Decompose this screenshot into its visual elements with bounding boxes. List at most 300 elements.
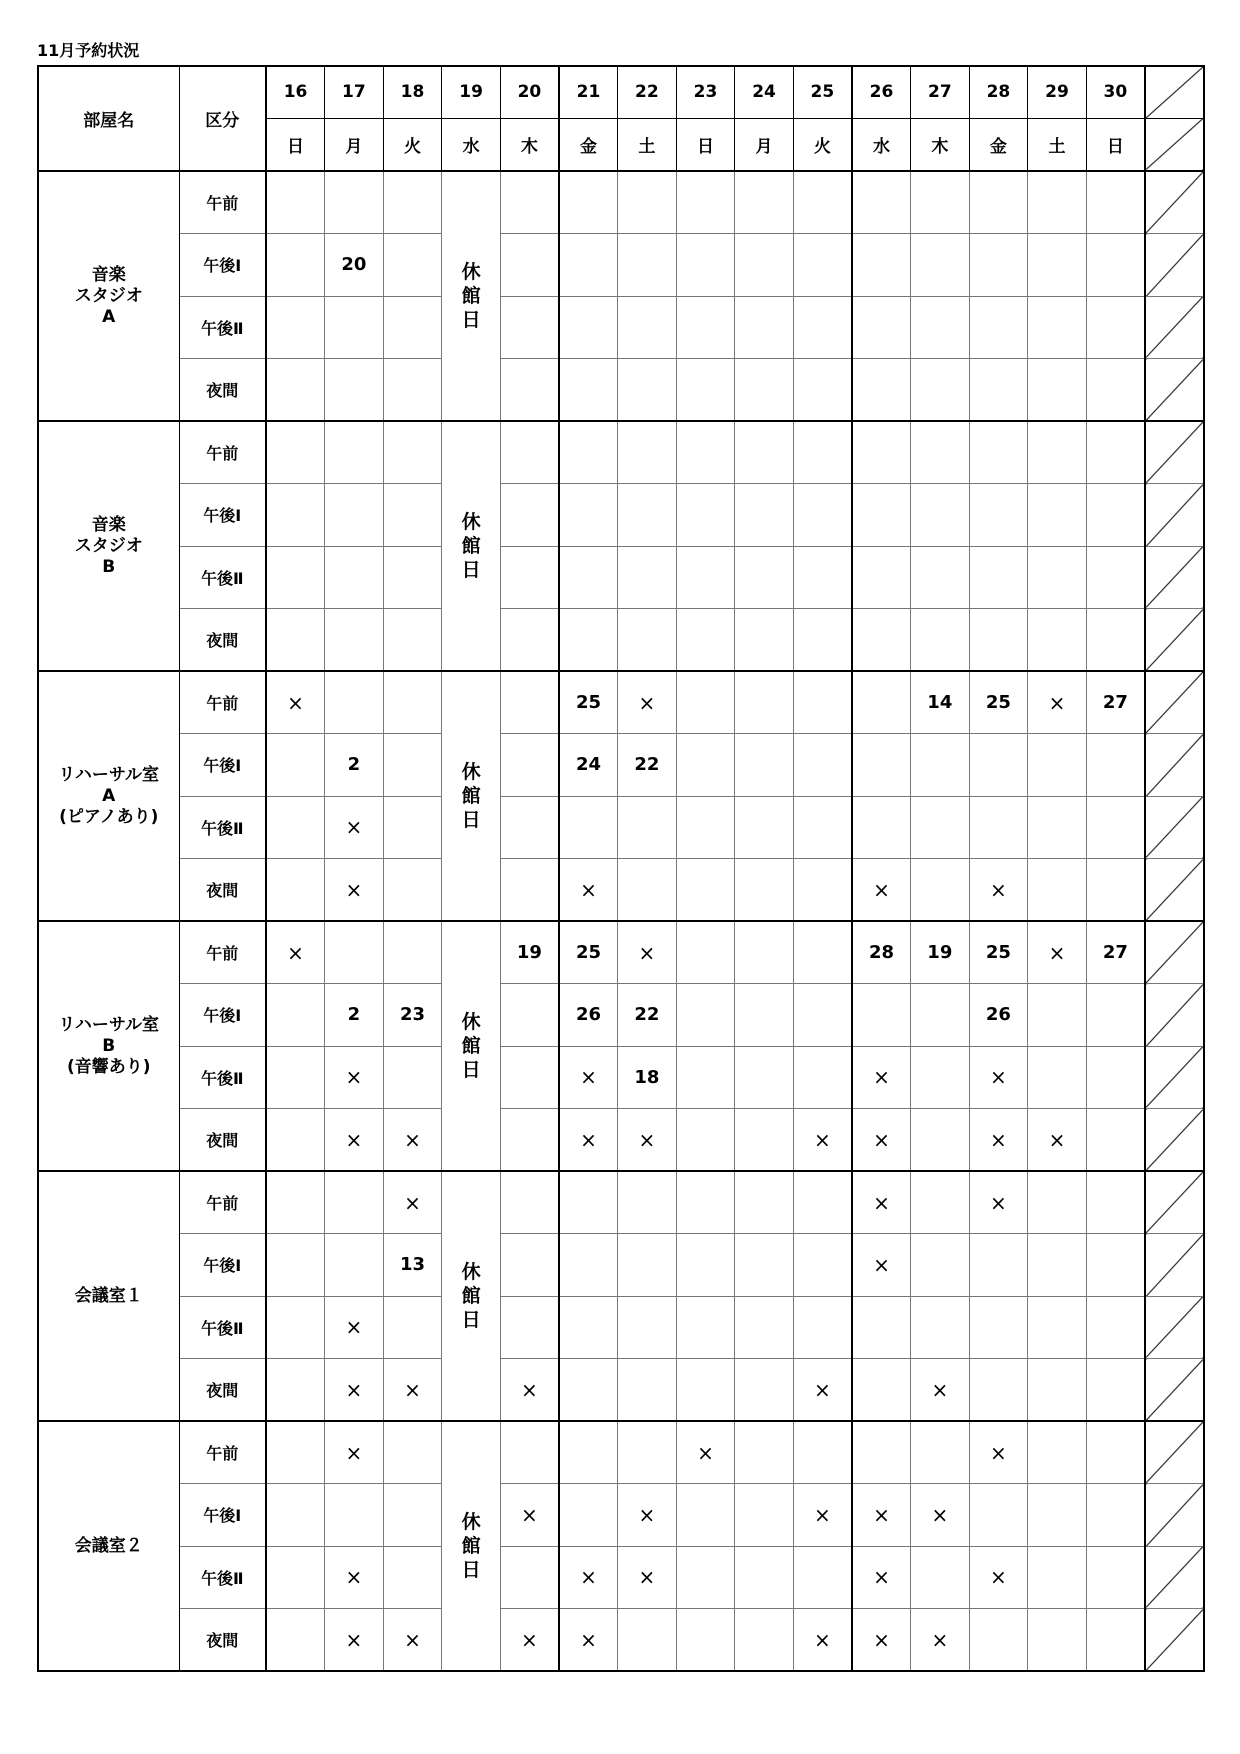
reservation-cell [500,734,559,797]
reservation-cell [735,796,794,859]
reservation-cell [735,859,794,922]
reservation-cell [618,1171,677,1234]
reservation-cell [1028,1609,1087,1672]
reservation-cell [735,234,794,297]
time-slot-label: 午前 [179,1171,266,1234]
room-name-line: A [102,306,116,327]
reservation-cell [618,1359,677,1422]
reservation-cell [266,859,325,922]
table-row [38,296,1204,359]
reservation-cell [676,1296,735,1359]
time-slot-label: 午前 [179,671,266,734]
time-slot-label: 午前 [179,1421,266,1484]
unavailable-mark: × [676,1421,735,1484]
weekday-header: 水 [442,118,501,171]
date-header: 21 [559,66,618,118]
reservation-cell [1028,234,1087,297]
table-row [38,1296,1204,1359]
unavailable-mark: × [559,1546,618,1609]
reservation-cell [911,1546,970,1609]
reservation-cell [1086,1421,1145,1484]
reservation-cell [383,1546,442,1609]
reservation-cell: 2 [325,734,384,797]
reservation-cell [500,1046,559,1109]
closed-day-char: 日 [461,1559,481,1581]
reservation-cell [266,984,325,1047]
table-row [38,921,1204,984]
reservation-cell [1028,984,1087,1047]
weekday-header: 水 [852,118,911,171]
reservation-cell [676,171,735,234]
reservation-cell [618,421,677,484]
blank-diagonal-cell [1145,609,1204,672]
blank-diagonal-cell [1145,1484,1204,1547]
reservation-cell [735,1109,794,1172]
blank-diagonal-cell [1145,171,1204,234]
reservation-cell [500,484,559,547]
table-row [38,609,1204,672]
time-slot-label: 夜間 [179,1109,266,1172]
blank-diagonal-cell [1145,296,1204,359]
reservation-cell [500,859,559,922]
time-slot-label: 午後Ⅱ [179,1296,266,1359]
reservation-cell [559,1296,618,1359]
reservation-cell [500,984,559,1047]
unavailable-mark: × [325,1546,384,1609]
reservation-cell [500,1421,559,1484]
reservation-cell [1086,171,1145,234]
unavailable-mark: × [325,796,384,859]
table-row [38,1421,1204,1484]
unavailable-mark: × [500,1359,559,1422]
reservation-cell: 20 [325,234,384,297]
unavailable-mark: × [1028,921,1087,984]
reservation-cell: 27 [1086,671,1145,734]
reservation-cell [266,1296,325,1359]
reservation-cell [852,234,911,297]
reservation-cell: 19 [911,921,970,984]
table-row [38,1234,1204,1297]
reservation-cell [735,1296,794,1359]
reservation-cell [325,171,384,234]
weekday-header: 土 [1028,118,1087,171]
blank-diagonal-cell [1145,359,1204,422]
date-header: 22 [618,66,677,118]
reservation-cell [911,1234,970,1297]
reservation-cell [266,234,325,297]
unavailable-mark: × [500,1484,559,1547]
reservation-cell: 18 [618,1046,677,1109]
reservation-cell [1086,1234,1145,1297]
closed-day-char: 休 [461,261,481,283]
reservation-cell [266,171,325,234]
reservation-cell [852,796,911,859]
reservation-cell [500,359,559,422]
reservation-cell [559,796,618,859]
reservation-cell: 23 [383,984,442,1047]
time-slot-label: 午後Ⅰ [179,234,266,297]
reservation-cell [852,734,911,797]
reservation-cell [969,359,1028,422]
reservation-cell [676,984,735,1047]
reservation-cell [266,421,325,484]
blank-diagonal-cell [1145,421,1204,484]
reservation-cell [911,1171,970,1234]
unavailable-mark: × [793,1609,852,1672]
reservation-cell [1028,1421,1087,1484]
time-slot-label: 午後Ⅱ [179,546,266,609]
reservation-cell [969,1484,1028,1547]
unavailable-mark: × [500,1609,559,1672]
reservation-cell [676,796,735,859]
reservation-cell [969,484,1028,547]
reservation-cell [1028,296,1087,359]
reservation-cell [500,171,559,234]
reservation-cell [911,296,970,359]
closed-day-char: 館 [461,1035,481,1057]
reservation-cell [735,1234,794,1297]
unavailable-mark: × [325,1421,384,1484]
unavailable-mark: × [325,1046,384,1109]
unavailable-mark: × [618,921,677,984]
weekday-header: 日 [266,118,325,171]
unavailable-mark: × [325,859,384,922]
reservation-cell [735,984,794,1047]
unavailable-mark: × [852,1109,911,1172]
room-name-line: 音楽 [91,264,126,285]
reservation-cell [676,1359,735,1422]
room-name [38,671,179,921]
reservation-cell [911,796,970,859]
reservation-cell [266,1109,325,1172]
kubun-header: 区分 [179,66,266,171]
reservation-cell [735,484,794,547]
date-header: 23 [676,66,735,118]
reservation-cell [618,609,677,672]
reservation-cell [1086,859,1145,922]
closed-day-char: 休 [461,1261,481,1283]
reservation-cell [911,359,970,422]
closed-day-char: 休 [461,761,481,783]
reservation-cell [266,484,325,547]
reservation-cell [325,609,384,672]
reservation-cell [1086,1046,1145,1109]
unavailable-mark: × [383,1609,442,1672]
reservation-cell [969,1234,1028,1297]
reservation-cell [676,1546,735,1609]
reservation-cell [559,171,618,234]
date-header: 17 [325,66,384,118]
blank-diagonal-cell [1145,1171,1204,1234]
table-row [38,796,1204,859]
reservation-cell [266,296,325,359]
reservation-cell [1086,984,1145,1047]
reservation-cell [969,234,1028,297]
reservation-cell [1028,1234,1087,1297]
unavailable-mark: × [325,1359,384,1422]
reservation-cell [735,421,794,484]
reservation-cell [735,671,794,734]
reservation-cell [676,546,735,609]
time-slot-label: 午前 [179,921,266,984]
reservation-cell [852,1296,911,1359]
reservation-cell [559,484,618,547]
reservation-cell [618,1234,677,1297]
unavailable-mark: × [969,1171,1028,1234]
reservation-cell [1086,1609,1145,1672]
unavailable-mark: × [911,1609,970,1672]
reservation-cell [676,1609,735,1672]
reservation-cell [793,1546,852,1609]
weekday-header: 日 [676,118,735,171]
unavailable-mark: × [383,1171,442,1234]
closed-day-char: 館 [461,785,481,807]
table-row [38,984,1204,1047]
table-row [38,359,1204,422]
time-slot-label: 夜間 [179,609,266,672]
table-row [38,1484,1204,1547]
reservation-cell [735,171,794,234]
closed-day-char: 日 [461,1059,481,1081]
reservation-cell [1028,1171,1087,1234]
reservation-cell [793,1234,852,1297]
time-slot-label: 夜間 [179,359,266,422]
reservation-cell [1086,296,1145,359]
reservation-cell [911,484,970,547]
reservation-cell [1028,484,1087,547]
blank-diagonal-cell [1145,234,1204,297]
reservation-cell [500,421,559,484]
reservation-cell [1028,1359,1087,1422]
reservation-cell [383,546,442,609]
reservation-cell [325,1234,384,1297]
reservation-cell [383,421,442,484]
reservation-cell: 22 [618,734,677,797]
reservation-cell [1086,1546,1145,1609]
reservation-cell [325,671,384,734]
unavailable-mark: × [559,1609,618,1672]
reservation-cell [969,546,1028,609]
reservation-cell [676,421,735,484]
time-slot-label: 午後Ⅰ [179,484,266,547]
reservation-cell [911,1109,970,1172]
reservation-cell [559,1421,618,1484]
reservation-cell [911,1046,970,1109]
reservation-cell [500,1171,559,1234]
reservation-cell [793,609,852,672]
closed-day-char: 館 [461,1285,481,1307]
reservation-cell [793,984,852,1047]
time-slot-label: 午前 [179,171,266,234]
reservation-cell [793,296,852,359]
page-title: 11月予約状況 [37,41,140,60]
closed-day-cell [442,171,501,421]
closed-day-char: 休 [461,1011,481,1033]
time-slot-label: 午後Ⅱ [179,1046,266,1109]
reservation-cell [266,1046,325,1109]
room-name-line: (音響あり) [66,1056,151,1077]
reservation-cell: 25 [969,671,1028,734]
unavailable-mark: × [559,859,618,922]
reservation-cell [325,359,384,422]
time-slot-label: 午後Ⅰ [179,1234,266,1297]
reservation-cell [266,359,325,422]
reservation-cell [383,671,442,734]
reservation-cell [735,1484,794,1547]
closed-day-cell [442,421,501,671]
reservation-cell [793,796,852,859]
reservation-cell [383,359,442,422]
reservation-cell [618,796,677,859]
reservation-cell [618,296,677,359]
date-header: 26 [852,66,911,118]
reservation-cell [793,546,852,609]
table-row [38,1359,1204,1422]
unavailable-mark: × [852,1484,911,1547]
room-name-line: スタジオ [74,535,143,556]
closed-day-char: 館 [461,1535,481,1557]
reservation-cell [676,734,735,797]
room-name [38,1421,179,1671]
reservation-cell [266,1359,325,1422]
reservation-cell [852,421,911,484]
reservation-cell [911,1296,970,1359]
reservation-cell [1086,1359,1145,1422]
closed-day-cell [442,1421,501,1671]
room-name [38,171,179,421]
time-slot-label: 午後Ⅰ [179,1484,266,1547]
weekday-header: 火 [793,118,852,171]
reservation-cell [559,1234,618,1297]
closed-day-char: 日 [461,559,481,581]
reservation-cell [1086,734,1145,797]
reservation-cell [559,546,618,609]
unavailable-mark: × [618,1109,677,1172]
blank-diagonal-cell [1145,984,1204,1047]
reservation-cell [266,796,325,859]
closed-day-char: 館 [461,285,481,307]
table-row [38,1546,1204,1609]
reservation-cell [676,484,735,547]
room-name-line: B [102,1035,116,1056]
reservation-cell [1086,1484,1145,1547]
reservation-cell [911,859,970,922]
table-row [38,671,1204,734]
reservation-cell [618,859,677,922]
reservation-cell [676,1234,735,1297]
reservation-cell [969,609,1028,672]
unavailable-mark: × [969,1109,1028,1172]
reservation-cell [559,296,618,359]
reservation-cell [1086,1171,1145,1234]
reservation-cell [735,1171,794,1234]
reservation-cell [969,1359,1028,1422]
unavailable-mark: × [383,1359,442,1422]
reservation-cell [969,734,1028,797]
reservation-cell [911,609,970,672]
reservation-cell [1028,1546,1087,1609]
reservation-cell [852,984,911,1047]
reservation-cell [852,171,911,234]
reservation-cell [1028,609,1087,672]
unavailable-mark: × [266,921,325,984]
reservation-cell [793,921,852,984]
reservation-cell [500,1234,559,1297]
closed-day-char: 休 [461,511,481,533]
closed-day-cell [442,1171,501,1421]
unavailable-mark: × [618,1484,677,1547]
closed-day-char: 日 [461,809,481,831]
unavailable-mark: × [1028,1109,1087,1172]
unavailable-mark: × [852,859,911,922]
reservation-cell [500,296,559,359]
date-header: 24 [735,66,794,118]
unavailable-mark: × [325,1609,384,1672]
unavailable-mark: × [618,1546,677,1609]
reservation-cell [735,1046,794,1109]
reservation-cell [500,609,559,672]
weekday-header: 木 [500,118,559,171]
unavailable-mark: × [969,1421,1028,1484]
reservation-cell [911,421,970,484]
reservation-cell [383,609,442,672]
reservation-cell [1086,796,1145,859]
unavailable-mark: × [852,1234,911,1297]
reservation-cell [559,609,618,672]
time-slot-label: 午後Ⅱ [179,1546,266,1609]
reservation-cell [559,1359,618,1422]
reservation-cell [735,1421,794,1484]
reservation-table [37,65,1205,1672]
time-slot-label: 夜間 [179,1609,266,1672]
room-name-line: B [102,556,116,577]
unavailable-mark: × [383,1109,442,1172]
table-row [38,1609,1204,1672]
reservation-cell: 13 [383,1234,442,1297]
reservation-cell [852,671,911,734]
unavailable-mark: × [325,1109,384,1172]
room-name [38,1171,179,1421]
reservation-cell [325,1484,384,1547]
closed-day-char: 休 [461,1511,481,1533]
reservation-cell [911,234,970,297]
reservation-cell [266,1421,325,1484]
reservation-cell [383,1484,442,1547]
reservation-cell [911,734,970,797]
reservation-cell [618,359,677,422]
reservation-cell [735,1609,794,1672]
reservation-cell [676,234,735,297]
reservation-cell [793,359,852,422]
reservation-cell [1086,1296,1145,1359]
time-slot-label: 午後Ⅱ [179,796,266,859]
closed-day-char: 日 [461,309,481,331]
reservation-cell [559,1484,618,1547]
unavailable-mark: × [911,1484,970,1547]
table-row [38,734,1204,797]
reservation-cell [735,359,794,422]
reservation-cell [676,1171,735,1234]
table-row [38,171,1204,234]
reservation-cell [676,609,735,672]
reservation-cell [383,484,442,547]
date-header: 28 [969,66,1028,118]
reservation-cell [852,296,911,359]
reservation-cell [852,609,911,672]
room-name-line: 音楽 [91,514,126,535]
time-slot-label: 午後Ⅱ [179,296,266,359]
reservation-cell: 2 [325,984,384,1047]
